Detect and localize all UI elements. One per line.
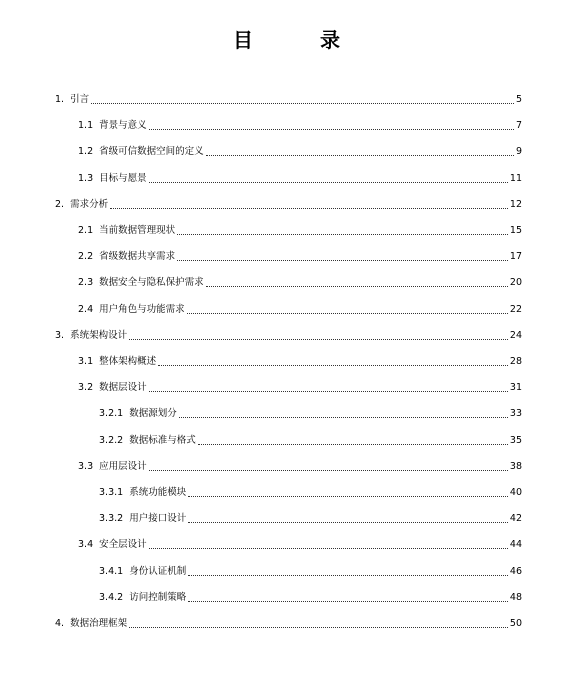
toc-entry-label: 数据层设计: [99, 382, 147, 394]
toc-entry-number: 3.2.2: [99, 434, 124, 446]
toc-entry[interactable]: [78, 119, 522, 133]
toc-entry-label: 应用层设计: [99, 460, 147, 472]
toc-entry-label: 省级可信数据空间的定义: [99, 146, 204, 158]
toc-entry[interactable]: [99, 486, 522, 500]
toc-entry-page-number: 22: [509, 303, 522, 315]
toc-dot-leader: [179, 417, 508, 418]
toc-entry-number: 3.4.1: [99, 565, 124, 577]
toc-entry-page-number: 5: [515, 94, 522, 105]
toc-entry-number: 3.3.1: [99, 487, 124, 498]
toc-entry-page-number: 15: [509, 225, 522, 236]
toc-entry[interactable]: [99, 512, 522, 526]
toc-entry-page-number: 28: [509, 356, 522, 367]
toc-entry-label: 背景与意义: [99, 120, 147, 132]
toc-entry-page-number: 11: [509, 172, 522, 184]
toc-entry-number: 1.3: [78, 172, 94, 184]
toc-entry[interactable]: [78, 250, 522, 264]
toc-entry-label: 用户接口设计: [129, 513, 187, 525]
toc-dot-leader: [91, 103, 514, 104]
toc-entry-number: 2.2: [78, 251, 94, 263]
toc-entry-page-number: 48: [509, 591, 522, 603]
toc-entry-page-number: 42: [509, 513, 522, 525]
toc-entry[interactable]: [78, 172, 522, 186]
toc-entry-label: 需求分析: [70, 198, 109, 210]
toc-entry-page-number: 9: [515, 146, 522, 158]
toc-entry-number: 3.1: [78, 356, 94, 367]
toc-entry-label: 引言: [70, 94, 90, 105]
toc-entry[interactable]: [99, 407, 522, 421]
toc-entry[interactable]: [99, 565, 522, 579]
toc-entry-page-number: 35: [509, 434, 522, 446]
toc-entry-label: 系统功能模块: [129, 487, 187, 498]
toc-entry-page-number: 24: [509, 329, 522, 341]
toc-dot-leader: [177, 260, 508, 261]
toc-dot-leader: [177, 234, 508, 235]
toc-dot-leader: [187, 313, 508, 314]
toc-entry-number: 3.2: [78, 382, 94, 394]
toc-entry-number: 3.3.2: [99, 513, 124, 525]
toc-entry-label: 身份认证机制: [129, 565, 187, 577]
toc-dot-leader: [188, 575, 508, 576]
toc-entry-page-number: 17: [509, 251, 522, 263]
toc-entry-number: 3.4.2: [99, 591, 124, 603]
toc-entry-page-number: 50: [509, 618, 522, 629]
toc-entry-number: 3.2.1: [99, 408, 124, 420]
toc-entry-number: 2.1: [78, 225, 94, 236]
toc-entry-label: 数据治理框架: [70, 618, 128, 629]
toc-entry[interactable]: [78, 303, 522, 317]
toc-entry[interactable]: [55, 198, 522, 212]
toc-entry-page-number: 33: [509, 408, 522, 420]
toc-entry[interactable]: [78, 538, 522, 552]
toc-dot-leader: [129, 627, 508, 628]
toc-dot-leader: [149, 470, 508, 471]
toc-dot-leader: [149, 391, 508, 392]
toc-entry-label: 用户角色与功能需求: [99, 303, 185, 315]
toc-entry-page-number: 7: [515, 120, 522, 132]
toc-dot-leader: [149, 182, 508, 183]
toc-entry-number: 3.3: [78, 460, 94, 472]
toc-dot-leader: [149, 129, 514, 130]
toc-entry-number: 2.4: [78, 303, 94, 315]
toc-dot-leader: [149, 548, 508, 549]
toc-dot-leader: [206, 286, 508, 287]
toc-entry-number: 4.: [55, 618, 65, 629]
toc-entry[interactable]: [78, 276, 522, 290]
toc-entry-page-number: 38: [509, 460, 522, 472]
toc-entry-label: 当前数据管理现状: [99, 225, 176, 236]
toc-entry[interactable]: [55, 329, 522, 343]
toc-entry[interactable]: [99, 434, 522, 448]
toc-dot-leader: [129, 339, 508, 340]
toc-entry-label: 整体架构概述: [99, 356, 157, 367]
toc-dot-leader: [110, 208, 508, 209]
toc-entry[interactable]: [55, 93, 522, 107]
toc-entry-number: 3.: [55, 329, 65, 341]
toc-entry[interactable]: [78, 381, 522, 395]
toc-entry-label: 安全层设计: [99, 539, 147, 551]
toc-entry-number: 2.3: [78, 277, 94, 289]
toc-entry-number: 1.: [55, 94, 65, 105]
toc-entry[interactable]: [78, 224, 522, 238]
toc-entry[interactable]: [78, 145, 522, 159]
toc-dot-leader: [158, 365, 508, 366]
toc-entry-label: 数据源划分: [129, 408, 177, 420]
page-title: 目 录: [233, 28, 370, 52]
toc-entry-page-number: 46: [509, 565, 522, 577]
toc-entry[interactable]: [55, 617, 522, 631]
toc-entry[interactable]: [78, 460, 522, 474]
toc-entry-page-number: 12: [509, 198, 522, 210]
toc-entry-page-number: 40: [509, 487, 522, 498]
toc-dot-leader: [206, 155, 514, 156]
toc-entry-label: 省级数据共享需求: [99, 251, 176, 263]
toc-entry-number: 3.4: [78, 539, 94, 551]
toc-entry[interactable]: [78, 355, 522, 369]
toc-entry-page-number: 31: [509, 382, 522, 394]
toc-entry-number: 1.2: [78, 146, 94, 158]
toc-dot-leader: [198, 444, 508, 445]
toc-entry[interactable]: [99, 591, 522, 605]
toc-entry-label: 系统架构设计: [70, 329, 128, 341]
toc-dot-leader: [188, 522, 508, 523]
toc-dot-leader: [188, 601, 508, 602]
toc-entry-label: 目标与愿景: [99, 172, 147, 184]
toc-entry-page-number: 44: [509, 539, 522, 551]
toc-entry-number: 1.1: [78, 120, 94, 132]
toc-dot-leader: [188, 496, 508, 497]
toc-entry-label: 数据安全与隐私保护需求: [99, 277, 204, 289]
toc-entry-page-number: 20: [509, 277, 522, 289]
toc-entry-label: 数据标准与格式: [129, 434, 196, 446]
toc-entry-number: 2.: [55, 198, 65, 210]
toc-entry-label: 访问控制策略: [129, 591, 187, 603]
